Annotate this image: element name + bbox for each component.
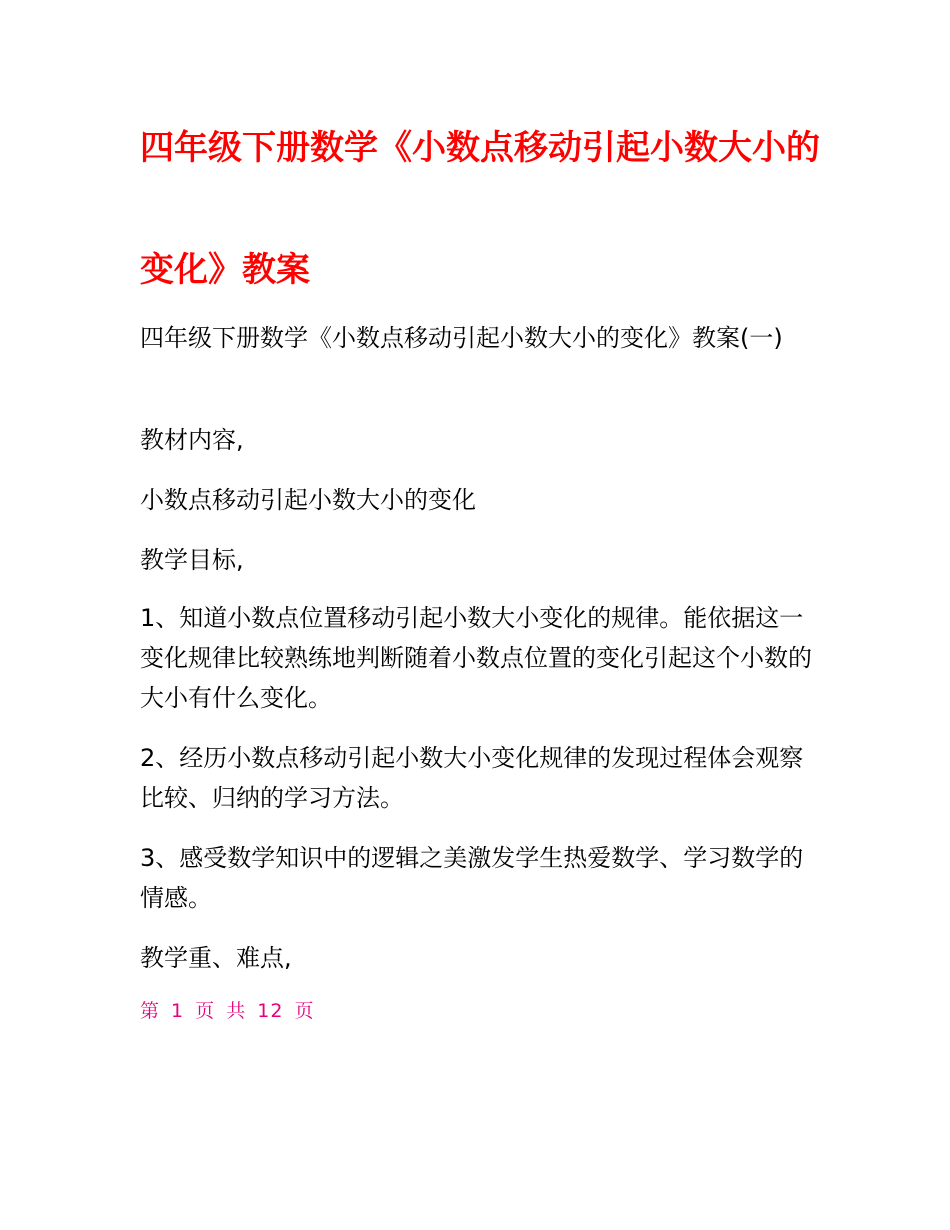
- document-title-line-2: 变化》教案: [140, 250, 310, 290]
- paragraph-objective-2: 2、经历小数点移动引起小数大小变化规律的发现过程体会观察比较、归纳的学习方法。: [140, 744, 804, 812]
- paragraph-objective-1: 1、知道小数点位置移动引起小数大小变化的规律。能依据这一变化规律比较熟练地判断随着小数点位置的变化引起这个小数的大小有什么变化。: [140, 604, 812, 712]
- paragraph-material-heading: 教材内容,: [140, 426, 244, 454]
- paragraph-key-points-heading: 教学重、难点,: [140, 944, 292, 972]
- paragraph-material-content: 小数点移动引起小数大小的变化: [140, 486, 476, 514]
- paragraph-objective-3: 3、感受数学知识中的逻辑之美激发学生热爱数学、学习数学的情感。: [140, 844, 804, 912]
- paragraph-objectives-heading: 教学目标,: [140, 546, 244, 574]
- document-title-line-1: 四年级下册数学《小数点移动引起小数大小的: [140, 128, 820, 168]
- paragraph-subtitle: 四年级下册数学《小数点移动引起小数大小的变化》教案(一): [140, 324, 783, 352]
- page-number-footer: 第 1 页 共 12 页: [140, 1000, 315, 1022]
